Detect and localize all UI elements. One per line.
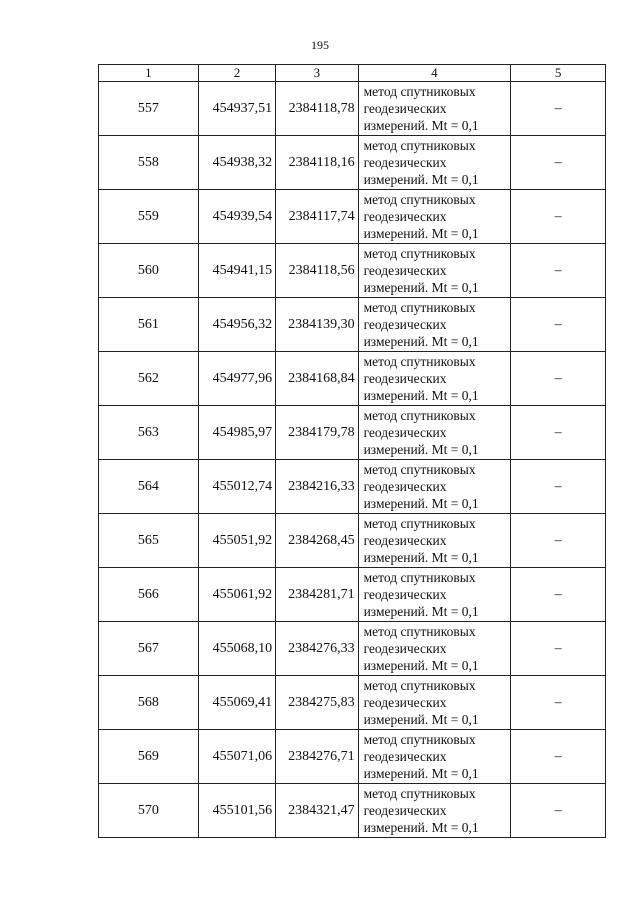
table-row	[99, 568, 606, 622]
y-coordinate-cell: 2384216,33	[276, 460, 358, 514]
note-cell: –	[511, 622, 606, 676]
x-coordinate-cell: 455051,92	[198, 514, 275, 568]
note-cell: –	[511, 136, 606, 190]
table-row	[99, 730, 606, 784]
note-cell: –	[511, 676, 606, 730]
point-number-cell: 567	[99, 622, 199, 676]
point-number-cell: 566	[99, 568, 199, 622]
column-header-4: 4	[358, 65, 511, 82]
table-header	[99, 65, 606, 82]
method-cell: метод спутниковых геодезических измерений. Mt = 0,1	[358, 406, 511, 460]
table-row	[99, 460, 606, 514]
method-cell: метод спутниковых геодезических измерений. Mt = 0,1	[358, 514, 511, 568]
y-coordinate-cell: 2384118,56	[276, 244, 358, 298]
method-cell: метод спутниковых геодезических измерений. Mt = 0,1	[358, 352, 511, 406]
table-row	[99, 784, 606, 838]
note-cell: –	[511, 730, 606, 784]
method-cell: метод спутниковых геодезических измерений. Mt = 0,1	[358, 784, 511, 838]
method-cell: метод спутниковых геодезических измерений. Mt = 0,1	[358, 676, 511, 730]
x-coordinate-cell: 454941,15	[198, 244, 275, 298]
y-coordinate-cell: 2384117,74	[276, 190, 358, 244]
method-cell: метод спутниковых геодезических измерений. Mt = 0,1	[358, 136, 511, 190]
y-coordinate-cell: 2384179,78	[276, 406, 358, 460]
point-number-cell: 564	[99, 460, 199, 514]
x-coordinate-cell: 455071,06	[198, 730, 275, 784]
method-cell: метод спутниковых геодезических измерений. Mt = 0,1	[358, 568, 511, 622]
point-number-cell: 560	[99, 244, 199, 298]
note-cell: –	[511, 406, 606, 460]
table-row	[99, 514, 606, 568]
x-coordinate-cell: 454938,32	[198, 136, 275, 190]
x-coordinate-cell: 454937,51	[198, 82, 275, 136]
y-coordinate-cell: 2384168,84	[276, 352, 358, 406]
note-cell: –	[511, 460, 606, 514]
table-row	[99, 82, 606, 136]
y-coordinate-cell: 2384118,16	[276, 136, 358, 190]
x-coordinate-cell: 455101,56	[198, 784, 275, 838]
table-row	[99, 676, 606, 730]
point-number-cell: 570	[99, 784, 199, 838]
note-cell: –	[511, 244, 606, 298]
note-cell: –	[511, 784, 606, 838]
table-row	[99, 136, 606, 190]
y-coordinate-cell: 2384276,71	[276, 730, 358, 784]
point-number-cell: 557	[99, 82, 199, 136]
note-cell: –	[511, 298, 606, 352]
x-coordinate-cell: 455068,10	[198, 622, 275, 676]
column-header-2: 2	[198, 65, 275, 82]
table-row	[99, 352, 606, 406]
point-number-cell: 565	[99, 514, 199, 568]
method-cell: метод спутниковых геодезических измерений. Mt = 0,1	[358, 730, 511, 784]
column-header-1: 1	[99, 65, 199, 82]
y-coordinate-cell: 2384268,45	[276, 514, 358, 568]
column-header-3: 3	[276, 65, 358, 82]
method-cell: метод спутниковых геодезических измерений. Mt = 0,1	[358, 622, 511, 676]
table-row	[99, 622, 606, 676]
method-cell: метод спутниковых геодезических измерений. Mt = 0,1	[358, 298, 511, 352]
y-coordinate-cell: 2384139,30	[276, 298, 358, 352]
x-coordinate-cell: 454939,54	[198, 190, 275, 244]
y-coordinate-cell: 2384276,33	[276, 622, 358, 676]
note-cell: –	[511, 514, 606, 568]
y-coordinate-cell: 2384321,47	[276, 784, 358, 838]
note-cell: –	[511, 352, 606, 406]
column-header-5: 5	[511, 65, 606, 82]
y-coordinate-cell: 2384281,71	[276, 568, 358, 622]
point-number-cell: 562	[99, 352, 199, 406]
table-row	[99, 406, 606, 460]
method-cell: метод спутниковых геодезических измерений. Mt = 0,1	[358, 82, 511, 136]
point-number-cell: 568	[99, 676, 199, 730]
method-cell: метод спутниковых геодезических измерений. Mt = 0,1	[358, 190, 511, 244]
note-cell: –	[511, 190, 606, 244]
method-cell: метод спутниковых геодезических измерений. Mt = 0,1	[358, 244, 511, 298]
header-row	[99, 65, 606, 82]
x-coordinate-cell: 455069,41	[198, 676, 275, 730]
x-coordinate-cell: 454977,96	[198, 352, 275, 406]
note-cell: –	[511, 82, 606, 136]
x-coordinate-cell: 454956,32	[198, 298, 275, 352]
page-number: 195	[311, 38, 329, 52]
x-coordinate-cell: 454985,97	[198, 406, 275, 460]
table-row	[99, 190, 606, 244]
point-number-cell: 561	[99, 298, 199, 352]
x-coordinate-cell: 455012,74	[198, 460, 275, 514]
y-coordinate-cell: 2384275,83	[276, 676, 358, 730]
table-row	[99, 244, 606, 298]
point-number-cell: 559	[99, 190, 199, 244]
y-coordinate-cell: 2384118,78	[276, 82, 358, 136]
point-number-cell: 563	[99, 406, 199, 460]
table-row	[99, 298, 606, 352]
note-cell: –	[511, 568, 606, 622]
coordinates-table	[98, 64, 606, 838]
point-number-cell: 558	[99, 136, 199, 190]
x-coordinate-cell: 455061,92	[198, 568, 275, 622]
point-number-cell: 569	[99, 730, 199, 784]
table-body	[99, 82, 606, 838]
method-cell: метод спутниковых геодезических измерений. Mt = 0,1	[358, 460, 511, 514]
